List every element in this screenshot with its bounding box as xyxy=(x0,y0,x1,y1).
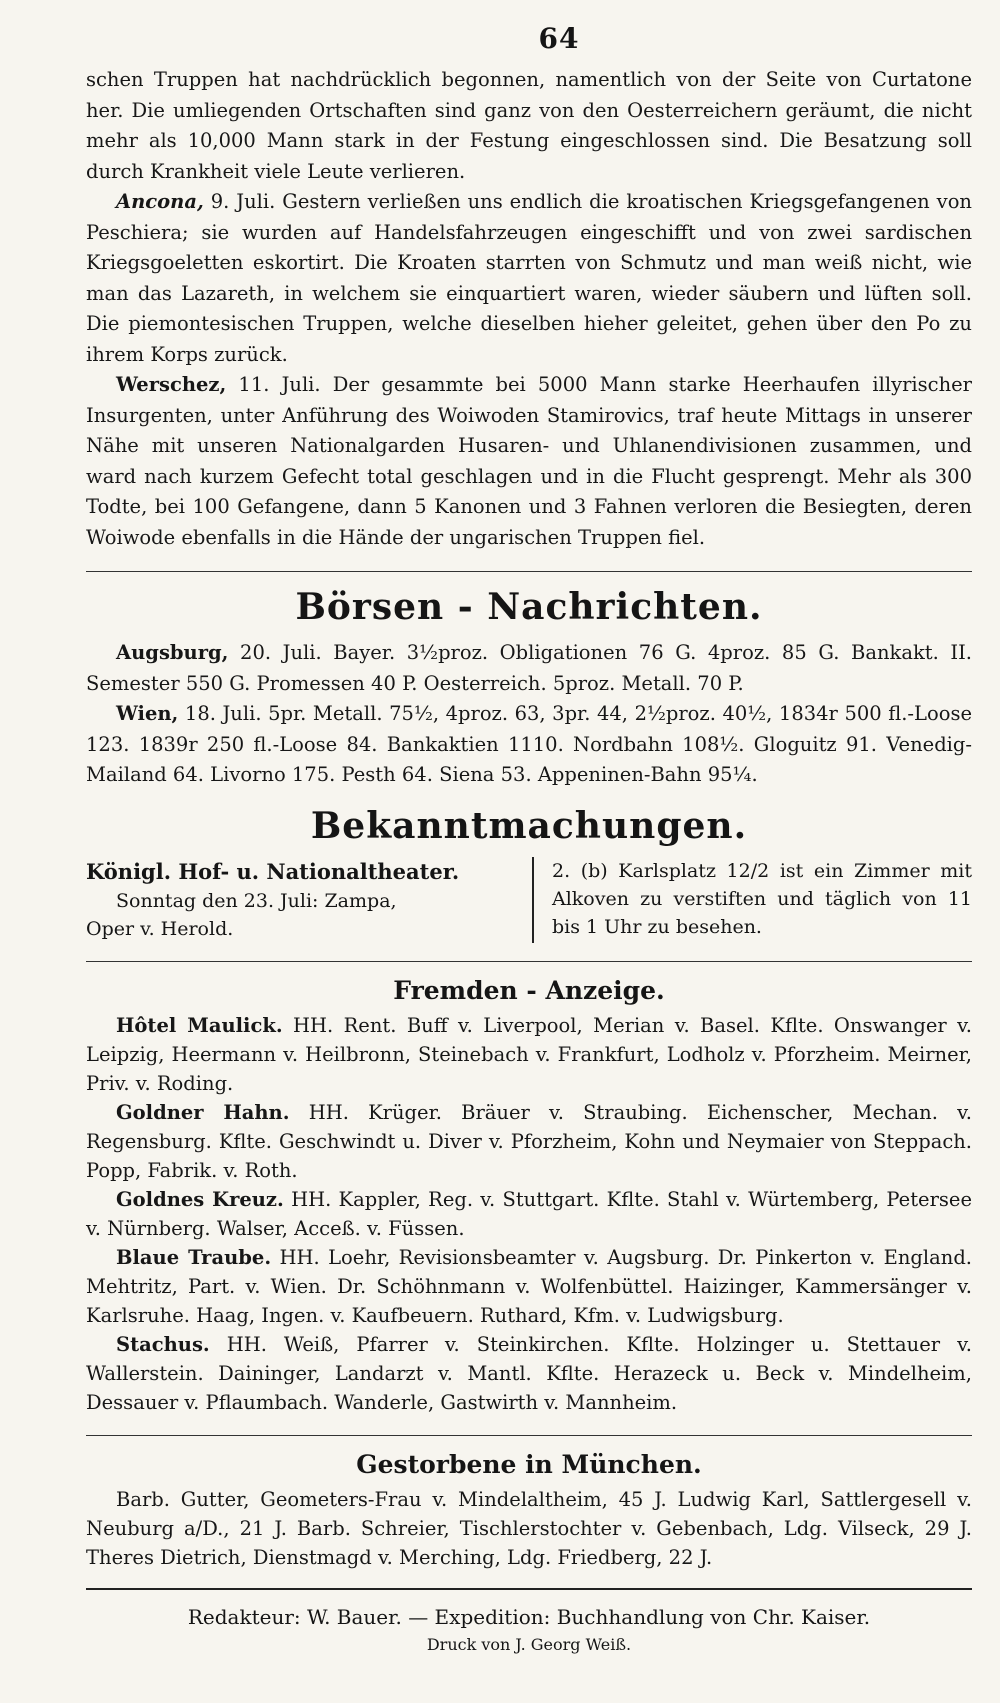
footer-divider xyxy=(86,1588,972,1590)
news-paragraph-werschez xyxy=(86,370,972,553)
section-title-bekanntmachungen: Bekanntmachungen. xyxy=(310,804,748,847)
fremden-section xyxy=(86,976,972,1417)
hotel-entry xyxy=(86,1011,972,1098)
room-notice-text: 2. (b) Karlsplatz 12/2 ist ein Zimmer mit Alkoven zu verstiften und täglich von 11 bis 1 Uhr zu besehen. xyxy=(552,859,972,938)
news-text: schen Truppen hat nachdrücklich begonnen, namentlich von der Seite von Curtatone her. Die umliegenden Ortschaften sind ganz von den Oesterreichern geräumt, die nicht mehr als 10,000 Mann stark in der Festung eingeschlossen sind. Die Besatzung soll durch Krankheit viele Leute verlieren. xyxy=(86,68,972,183)
section-title-gestorbene: Gestorbene in München. xyxy=(356,1449,702,1479)
hotel-name: Blaue Traube. xyxy=(116,1245,272,1269)
section-title-fremden: Fremden - Anzeige. xyxy=(393,975,665,1005)
place-name: Augsburg, xyxy=(116,641,229,664)
guest-list: HH. Rent. Buff v. Liverpool, Merian v. Basel. Kflte. Onswanger v. Leipzig, Heermann v. Heilbronn, Steinebach v. Frankfurt, Lodholz v. Pforzheim. Meirner, Priv. v. Roding. xyxy=(86,1013,972,1095)
news-section xyxy=(86,65,972,553)
hotel-name: Stachus. xyxy=(116,1332,210,1356)
section-divider xyxy=(86,961,972,962)
footer-printer: Druck von J. Georg Weiß. xyxy=(426,1634,632,1654)
news-paragraph-ancona xyxy=(86,187,972,370)
guest-list: HH. Weiß, Pfarrer v. Steinkirchen. Kflte. Holzinger u. Stettauer v. Wallerstein. Daininger, Landarzt v. Mantl. Kflte. Herazeck u. Beck v. Mindelheim, Dessauer v. Pflaumbach. Wanderle, Gastwirth v. Mannheim. xyxy=(86,1332,972,1414)
hotel-name: Hôtel Maulick. xyxy=(116,1013,283,1037)
deaths-list: Barb. Gutter, Geometers-Frau v. Mindelaltheim, 45 J. Ludwig Karl, Sattlergesell v. Neuburg a/D., 21 J. Barb. Schreier, Tischlerstochter v. Gebenbach, Ldg. Vilseck, 29 J. Theres Dietrich, Dienstmagd v. Merching, Ldg. Friedberg, 22 J. xyxy=(86,1487,972,1569)
guest-list: HH. Krüger. Bräuer v. Straubing. Eichenscher, Mechan. v. Regensburg. Kflte. Geschwindt u. Diver v. Pforzheim, Kohn und Neymaier von Steppach. Popp, Fabrik. v. Roth. xyxy=(86,1100,972,1182)
theater-composer: Oper v. Herold. xyxy=(86,917,234,940)
section-title-boersen: Börsen - Nachrichten. xyxy=(295,586,763,628)
section-divider xyxy=(86,1435,972,1436)
place-name: Wien, xyxy=(116,702,179,725)
theater-program: Sonntag den 23. Juli: Zampa, xyxy=(116,889,397,912)
hotel-entry xyxy=(86,1185,972,1243)
boersen-entry-augsburg xyxy=(86,638,972,699)
news-paragraph-mantua xyxy=(86,65,972,187)
hotel-entry xyxy=(86,1243,972,1330)
gestorbene-section xyxy=(86,1450,972,1572)
section-divider xyxy=(86,571,972,572)
news-text: 9. Juli. Gestern verließen uns endlich die kroatischen Kriegsgefangenen von Peschiera; sie wurden auf Handelsfahrzeugen eingeschifft und von zwei sardischen Kriegsgoeletten eskortirt. Die Kroaten starrten von Schmutz und man weiß nicht, wie man das Lazareth, in welchem sie einquartiert waren, wieder säubern und lüften soll. Die piemontesischen Truppen, welche dieselben hieher geleitet, gehen über den Po zu ihrem Korps zurück. xyxy=(86,190,972,366)
announcement-columns xyxy=(86,857,972,943)
boersen-text: 20. Juli. Bayer. 3½proz. Obligationen 76 G. 4proz. 85 G. Bankakt. II. Semester 550 G. Promessen 40 P. Oesterreich. 5proz. Metall. 70 P. xyxy=(86,641,972,695)
hotel-entry xyxy=(86,1330,972,1417)
footer xyxy=(86,1602,972,1658)
hotel-name: Goldner Hahn. xyxy=(116,1100,290,1124)
boersen-entry-wien xyxy=(86,699,972,791)
theater-announcement xyxy=(86,857,534,943)
place-name: Ancona, xyxy=(116,190,204,213)
theater-name: Königl. Hof- u. Nationaltheater. xyxy=(86,858,460,884)
guest-list: HH. Loehr, Revisionsbeamter v. Augsburg. Dr. Pinkerton v. England. Mehtritz, Part. v. Wien. Dr. Schöhnmann v. Wolfenbüttel. Haizinger, Kammersänger v. Karlsruhe. Haag, Ingen. v. Kaufbeuern. Ruthard, Kfm. v. Ludwigsburg. xyxy=(86,1245,973,1327)
hotel-entry xyxy=(86,1098,972,1185)
guest-list: HH. Kappler, Reg. v. Stuttgart. Kflte. Stahl v. Würtemberg, Petersee v. Nürnberg. Walser, Acceß. v. Füssen. xyxy=(86,1187,972,1240)
room-notice xyxy=(534,857,972,943)
hotel-name: Goldnes Kreuz. xyxy=(116,1187,284,1211)
boersen-text: 18. Juli. 5pr. Metall. 75½, 4proz. 63, 3pr. 44, 2½proz. 40½, 1834r 500 fl.-Loose 123. 1839r 250 fl.-Loose 84. Bankaktien 1110. Nordbahn 108½. Gloguitz 91. Venedig-Mailand 64. Livorno 175. Pesth 64. Siena 53. Appeninen-Bahn 95¼. xyxy=(86,702,972,786)
page-number: 64 xyxy=(538,22,580,55)
footer-editor: Redakteur: W. Bauer. — Expedition: Buchhandlung von Chr. Kaiser. xyxy=(187,1604,871,1629)
place-name: Werschez, xyxy=(116,373,227,396)
bekanntmachungen-section xyxy=(86,805,972,943)
boersen-section xyxy=(86,586,972,791)
news-text: 11. Juli. Der gesammte bei 5000 Mann starke Heerhaufen illyrischer Insurgenten, unter Anführung des Woiwoden Stamirovics, traf heute Mittags in unserer Nähe mit unseren Nationalgarden Husaren- und Uhlanendivisionen zusammen, und ward nach kurzem Gefecht total geschlagen und in die Flucht gesprengt. Mehr als 300 Todte, bei 100 Gefangene, dann 5 Kanonen und 3 Fahnen verloren die Besiegten, deren Woiwode ebenfalls in die Hände der ungarischen Truppen fiel. xyxy=(86,373,972,549)
